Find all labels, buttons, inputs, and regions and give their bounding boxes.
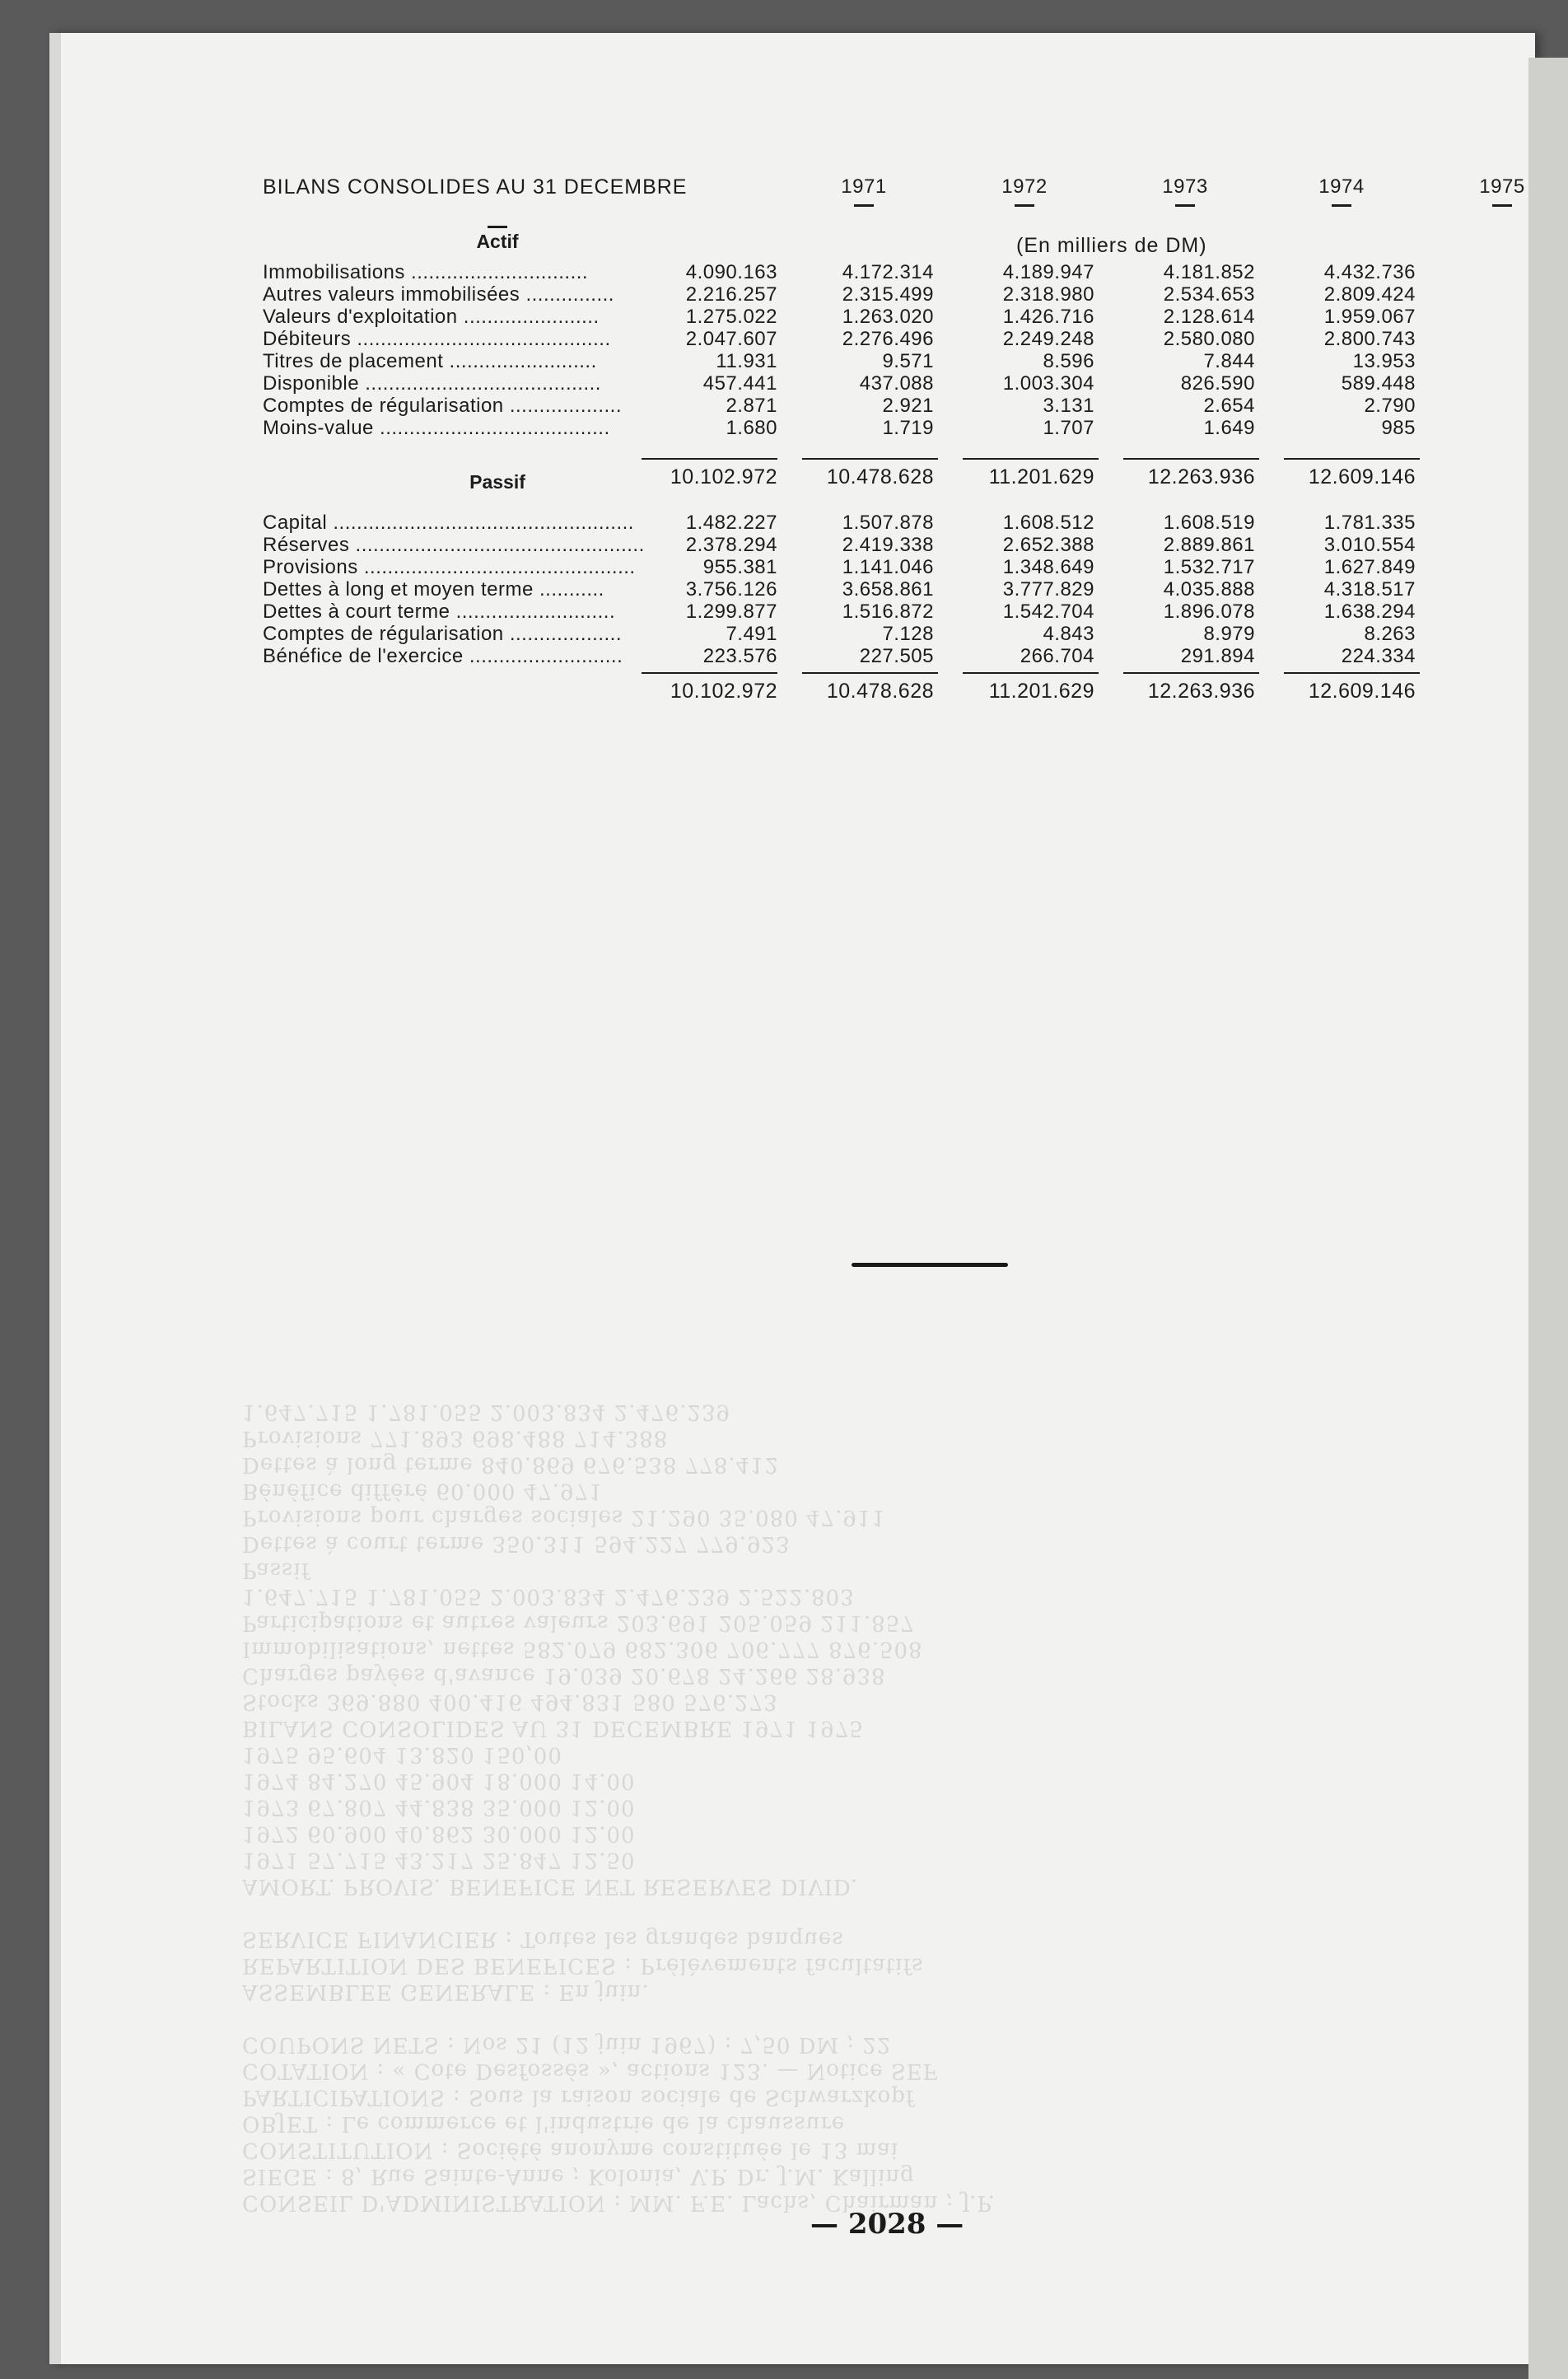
total-rule [1284, 672, 1420, 674]
cell-1975: 1.959.067 [1323, 306, 1416, 328]
row-label: Titres de placement ......................... [263, 350, 597, 372]
cell-1973: 1.542.704 [1002, 601, 1094, 623]
cell-1972: 4.172.314 [842, 261, 934, 283]
cell-1975: 1.627.849 [1323, 556, 1416, 578]
total-1971: 10.102.972 [670, 680, 777, 703]
cell-1973: 2.652.388 [1002, 534, 1094, 556]
row-label: Comptes de régularisation ................... [263, 623, 623, 645]
table-row [61, 283, 1535, 307]
heading-dash [488, 226, 507, 228]
total-rule [802, 458, 938, 460]
cell-1972: 3.658.861 [842, 578, 934, 601]
table-header [61, 175, 1535, 199]
cell-1973: 3.131 [1043, 395, 1094, 417]
cell-1974: 4.035.888 [1163, 578, 1255, 601]
cell-1974: 4.181.852 [1163, 261, 1255, 283]
cell-1973: 1.426.716 [1002, 306, 1094, 328]
year-underline [1015, 204, 1034, 207]
year-1972: 1972 [1001, 175, 1048, 198]
cell-1975: 4.318.517 [1323, 578, 1416, 601]
section-divider [852, 1263, 1008, 1267]
cell-1974: 2.580.080 [1163, 328, 1255, 350]
table-row [61, 305, 1535, 330]
total-1972: 10.478.628 [826, 465, 934, 488]
table-row [61, 577, 1535, 602]
cell-1975: 1.638.294 [1323, 601, 1416, 623]
cell-1974: 2.128.614 [1163, 306, 1255, 328]
table-row [61, 349, 1535, 374]
cell-1975: 589.448 [1341, 372, 1416, 395]
cell-1971: 457.441 [702, 372, 777, 395]
row-label: Moins-value ....................................... [263, 417, 610, 439]
cell-1973: 8.596 [1043, 350, 1094, 372]
cell-1971: 3.756.126 [685, 578, 777, 601]
total-rule [642, 458, 777, 460]
row-label: Capital ................................................... [263, 512, 634, 534]
row-label: Comptes de régularisation ................... [263, 395, 623, 417]
cell-1972: 9.571 [882, 350, 934, 372]
total-rule [963, 458, 1099, 460]
cell-1971: 1.680 [726, 417, 777, 439]
year-1974: 1974 [1318, 175, 1365, 198]
cell-1974: 291.894 [1180, 645, 1255, 667]
cell-1972: 2.419.338 [842, 534, 934, 556]
cell-1971: 7.491 [726, 623, 777, 645]
year-underline [1492, 204, 1512, 207]
cell-1974: 1.608.519 [1163, 512, 1255, 534]
cell-1971: 223.576 [702, 645, 777, 667]
total-rule [1284, 458, 1420, 460]
cell-1975: 2.809.424 [1323, 283, 1416, 306]
table-row [61, 327, 1535, 352]
row-label: Disponible ........................................ [263, 372, 601, 395]
total-1975: 12.609.146 [1308, 465, 1416, 488]
table-title: BILANS CONSOLIDES AU 31 DECEMBRE [263, 175, 688, 199]
page-number: — 2028 — [810, 2208, 964, 2241]
cell-1975: 2.800.743 [1323, 328, 1416, 350]
cell-1974: 1.896.078 [1163, 601, 1255, 623]
cell-1973: 4.843 [1043, 623, 1094, 645]
cell-1974: 1.532.717 [1163, 556, 1255, 578]
table-row [61, 533, 1535, 558]
cell-1974: 826.590 [1180, 372, 1255, 395]
cell-1972: 1.719 [882, 417, 934, 439]
cell-1975: 2.790 [1364, 395, 1416, 417]
cell-1972: 7.128 [882, 623, 934, 645]
year-underline [854, 204, 874, 207]
year-1971: 1971 [841, 175, 887, 198]
cell-1972: 1.141.046 [842, 556, 934, 578]
cell-1971: 4.090.163 [685, 261, 777, 283]
row-label: Dettes à long et moyen terme ........... [263, 578, 604, 601]
cell-1974: 1.649 [1203, 417, 1255, 439]
year-underline [1175, 204, 1195, 207]
row-label: Valeurs d'exploitation ....................... [263, 306, 600, 328]
cell-1974: 2.889.861 [1163, 534, 1255, 556]
year-1973: 1973 [1162, 175, 1208, 198]
table-row [61, 555, 1535, 580]
cell-1972: 437.088 [859, 372, 934, 395]
cell-1974: 8.979 [1203, 623, 1255, 645]
total-1974: 12.263.936 [1147, 465, 1255, 488]
row-label: Réserves ................................................. [263, 534, 645, 556]
table-row [61, 372, 1535, 396]
row-label: Provisions .............................................. [263, 556, 636, 578]
table-row [61, 644, 1535, 669]
cell-1972: 2.276.496 [842, 328, 934, 350]
next-page-edge [1528, 58, 1568, 2379]
cell-1971: 1.482.227 [685, 512, 777, 534]
cell-1975: 3.010.554 [1323, 534, 1416, 556]
cell-1971: 2.216.257 [685, 283, 777, 306]
table-row [61, 394, 1535, 418]
units-note: (En milliers de DM) [1016, 234, 1207, 257]
cell-1975: 13.953 [1352, 350, 1416, 372]
total-1972: 10.478.628 [826, 680, 934, 703]
total-rule [642, 672, 777, 674]
cell-1975: 8.263 [1364, 623, 1416, 645]
table-row [61, 600, 1535, 624]
cell-1972: 1.263.020 [842, 306, 934, 328]
total-1973: 11.201.629 [988, 465, 1094, 488]
cell-1971: 1.299.877 [685, 601, 777, 623]
cell-1973: 4.189.947 [1002, 261, 1094, 283]
cell-1973: 1.608.512 [1002, 512, 1094, 534]
cell-1974: 2.654 [1203, 395, 1255, 417]
cell-1975: 224.334 [1341, 645, 1416, 667]
bleed-through-text: CONSEIL D'ADMINISTRATION : MM. F.E. Lachs, Chairman ; J.P. SIEGE : 8, Rue Sainte-Anne ; Kolonia, V.P. Dr. J.M. Kalling CONSTITUTION : Société anonyme constituée le 13 mai OBJET : Le commerce et l'industrie de la chaussure PARTICIPATIONS : Sous la raison sociale de Schwarzkopf COTATION : « Cote Desfossés », actions 123. — Notice SEF COUPONS NETS : Nos 21 (12 juin 1967) : 7,50 DM ; 22 ASSEMBLEE GENERALE : En juin. REPARTITION DES BENEFICES : Prélèvements facultatifs SERVICE FINANCIER : Toutes les grandes banques AMORT. PROVIS. BENEFICE NET RESERVES DIVID. 1971 57.715 43.217 25.847 12.50 1972 60.900 40.862 30.000 12.00 1973 67.807 44.838 35.000 12.00 1974 84.270 45.904 18.000 14.00 1975 95.604 13.820 150,00 BILANS CONSOLIDES AU 31 DECEMBRE 1971 1975 Stocks 369.880 400.416 494.831 580 576.273 Charges payées d'avance 19.039 20.678 24.266 28.938 Immobilisations, nettes 582.079 682.306 706.777 876.508 Participations et autres valeurs 203.691 205.059 211.857 1.647.715 1.781.055 2.003.834 2.476.239 2.522.803 Passif Dettes à court terme 350.311 594.227 779.923 Provisions pour charges sociales 21.290 35.080 47.911 Bénéfice différé 60.000 47.971 Dettes à long terme 840.869 676.538 778.412 Provisions 771.893 698.488 714.388 1.647.715 1.781.055 2.003.834 2.476.239 [242, 1400, 996, 2215]
cell-1972: 227.505 [859, 645, 934, 667]
row-label: Immobilisations .............................. [263, 261, 589, 283]
cell-1975: 1.781.335 [1323, 512, 1416, 534]
cell-1971: 2.378.294 [685, 534, 777, 556]
total-1971: 10.102.972 [670, 465, 777, 488]
year-1975: 1975 [1479, 175, 1525, 198]
cell-1971: 11.931 [716, 350, 777, 372]
total-1975: 12.609.146 [1308, 680, 1416, 703]
cell-1971: 1.275.022 [685, 306, 777, 328]
cell-1973: 1.707 [1043, 417, 1094, 439]
cell-1975: 985 [1381, 417, 1416, 439]
actif-heading: Actif [476, 231, 519, 252]
table-row [61, 260, 1535, 285]
cell-1974: 7.844 [1203, 350, 1255, 372]
cell-1973: 266.704 [1020, 645, 1094, 667]
total-rule [1123, 672, 1259, 674]
cell-1972: 1.516.872 [842, 601, 934, 623]
cell-1974: 2.534.653 [1163, 283, 1255, 306]
cell-1971: 2.047.607 [685, 328, 777, 350]
total-rule [1123, 458, 1259, 460]
cell-1973: 3.777.829 [1002, 578, 1094, 601]
total-1973: 11.201.629 [988, 680, 1094, 703]
row-label: Dettes à court terme ........................... [263, 601, 616, 623]
cell-1972: 2.921 [882, 395, 934, 417]
document-page [49, 33, 1535, 2364]
total-rule [963, 672, 1099, 674]
cell-1973: 2.318.980 [1002, 283, 1094, 306]
row-label: Autres valeurs immobilisées ............... [263, 283, 614, 306]
total-1974: 12.263.936 [1147, 680, 1255, 703]
cell-1973: 2.249.248 [1002, 328, 1094, 350]
cell-1973: 1.003.304 [1002, 372, 1094, 395]
table-row [61, 622, 1535, 647]
year-underline [1332, 204, 1351, 207]
cell-1973: 1.348.649 [1002, 556, 1094, 578]
total-rule [802, 672, 938, 674]
cell-1972: 2.315.499 [842, 283, 934, 306]
cell-1972: 1.507.878 [842, 512, 934, 534]
cell-1975: 4.432.736 [1323, 261, 1416, 283]
cell-1971: 955.381 [702, 556, 777, 578]
passif-heading: Passif [469, 471, 525, 493]
row-label: Bénéfice de l'exercice .......................... [263, 645, 623, 667]
table-row [61, 416, 1535, 441]
row-label: Débiteurs ........................................... [263, 328, 611, 350]
table-row [61, 511, 1535, 535]
cell-1971: 2.871 [726, 395, 777, 417]
